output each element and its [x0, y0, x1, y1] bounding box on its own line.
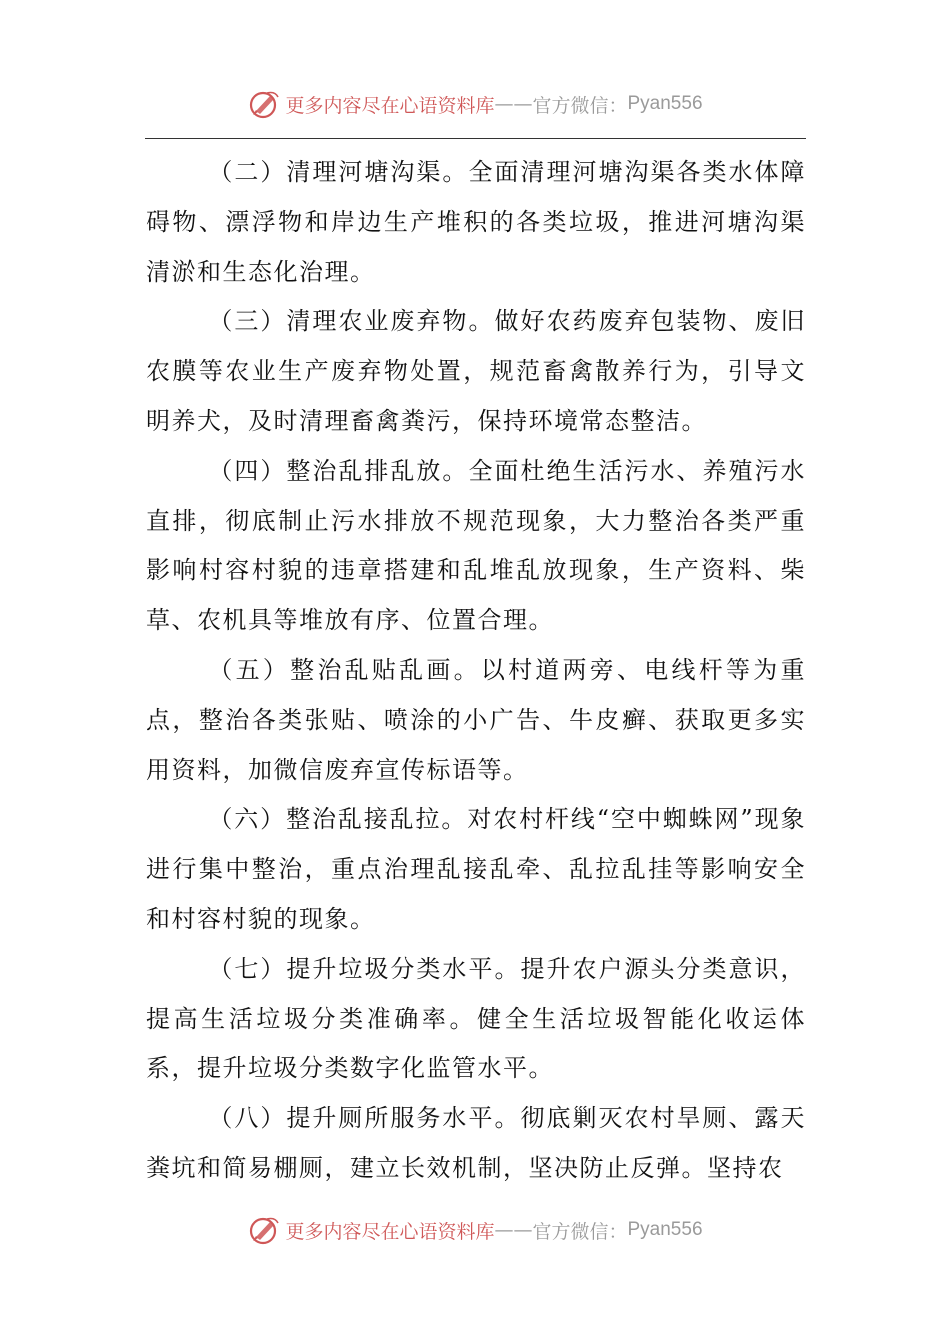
watermark-sub-text: 官方微信： — [532, 94, 628, 117]
pen-logo-icon — [247, 1213, 281, 1247]
watermark-dash: —— — [494, 93, 533, 115]
watermark-sub-text: 官方微信： — [532, 1220, 628, 1243]
watermark-account: Pyan556 — [627, 1219, 703, 1240]
paragraph-2: （二）清理河塘沟渠。全面清理河塘沟渠各类水体障碍物、漂浮物和岸边生产堆积的各类垃圾，推进河塘沟渠清淤和生态化治理。 — [146, 158, 806, 286]
watermark-header — [0, 84, 950, 124]
header-divider — [145, 138, 806, 139]
watermark-main-text: 更多内容尽在心语资料库 — [285, 94, 495, 117]
paragraph-8: （八）提升厕所服务水平。彻底剿灭农村旱厕、露天粪坑和简易棚厕，建立长效机制，坚决防止反弹。坚持农 — [146, 1104, 806, 1182]
document-body — [146, 148, 806, 1194]
paragraph-3: （三）清理农业废弃物。做好农药废弃包装物、废旧农膜等农业生产废弃物处置，规范畜禽散养行为，引导文明养犬，及时清理畜禽粪污，保持环境常态整洁。 — [146, 307, 806, 435]
watermark-main-text: 更多内容尽在心语资料库 — [285, 1220, 495, 1243]
watermark-footer — [0, 1210, 950, 1250]
paragraph-5: （五）整治乱贴乱画。以村道两旁、电线杆等为重点，整治各类张贴、喷涂的小广告、牛皮癣、获取更多实用资料，加微信废弃宣传标语等。 — [146, 655, 806, 784]
paragraph-6: （六）整治乱接乱拉。对农村杆线“空中蜘蛛网”现象进行集中整治，重点治理乱接乱牵、乱拉乱挂等影响安全和村容村貌的现象。 — [146, 805, 806, 933]
watermark-dash: —— — [494, 1219, 533, 1241]
pen-logo-icon — [247, 87, 281, 121]
watermark-account: Pyan556 — [627, 93, 703, 114]
paragraph-4: （四）整治乱排乱放。全面杜绝生活污水、养殖污水直排，彻底制止污水排放不规范现象，大力整治各类严重影响村容村貌的违章搭建和乱堆乱放现象，生产资料、柴草、农机具等堆放有序、位置合理。 — [146, 456, 806, 635]
paragraph-7: （七）提升垃圾分类水平。提升农户源头分类意识，提高生活垃圾分类准确率。健全生活垃圾智能化收运体系，提升垃圾分类数字化监管水平。 — [146, 954, 806, 1083]
